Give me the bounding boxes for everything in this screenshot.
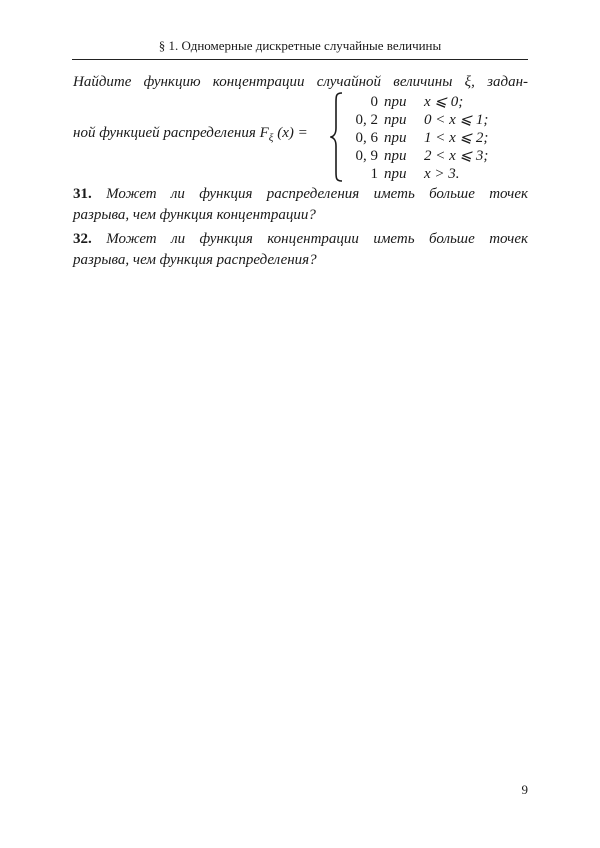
case-value: 1: [370, 166, 378, 182]
problem-32-line-2: разрыва, чем функция распределения?: [73, 252, 317, 268]
problem-number: 31.: [73, 186, 92, 202]
case-word: при: [384, 94, 407, 110]
case-word: при: [384, 148, 407, 164]
function-argument: (x) =: [273, 125, 308, 141]
function-subscript: ξ: [268, 132, 274, 144]
case-condition: 1 < x ⩽ 2;: [424, 130, 489, 146]
page-number: 9: [521, 782, 528, 797]
case-word: при: [384, 130, 407, 146]
case-value: 0: [370, 94, 378, 110]
case-value: 0, 6: [355, 130, 378, 146]
problem-32-line-1: 32. Может ли функция концентрации иметь больше точек: [73, 231, 529, 247]
case-value: 0, 9: [355, 148, 378, 164]
problem-31-line-2: разрыва, чем функция концентрации?: [73, 207, 316, 223]
problem-31: [73, 184, 528, 226]
case-condition: x > 3.: [424, 166, 460, 182]
problem-intro-line-2: [73, 125, 308, 144]
case-condition: 0 < x ⩽ 1;: [424, 112, 489, 128]
problem-number: 32.: [73, 231, 92, 247]
case-word: при: [384, 166, 407, 182]
problem-31-line-1: 31. Может ли функция распределения иметь больше точек: [73, 186, 528, 202]
problem-32: [73, 229, 528, 271]
intro-text: ной функцией распределения F: [73, 125, 269, 141]
case-word: при: [384, 112, 407, 128]
header-rule: [72, 59, 528, 60]
problem-intro-line-1: Найдите функцию концентрации случайной величины ξ, задан-: [73, 74, 528, 90]
case-condition: x ⩽ 0;: [424, 94, 464, 110]
running-header: § 1. Одномерные дискретные случайные величины: [158, 38, 442, 53]
case-value: 0, 2: [355, 112, 378, 128]
left-brace-icon: [330, 92, 344, 182]
case-condition: 2 < x ⩽ 3;: [424, 148, 489, 164]
